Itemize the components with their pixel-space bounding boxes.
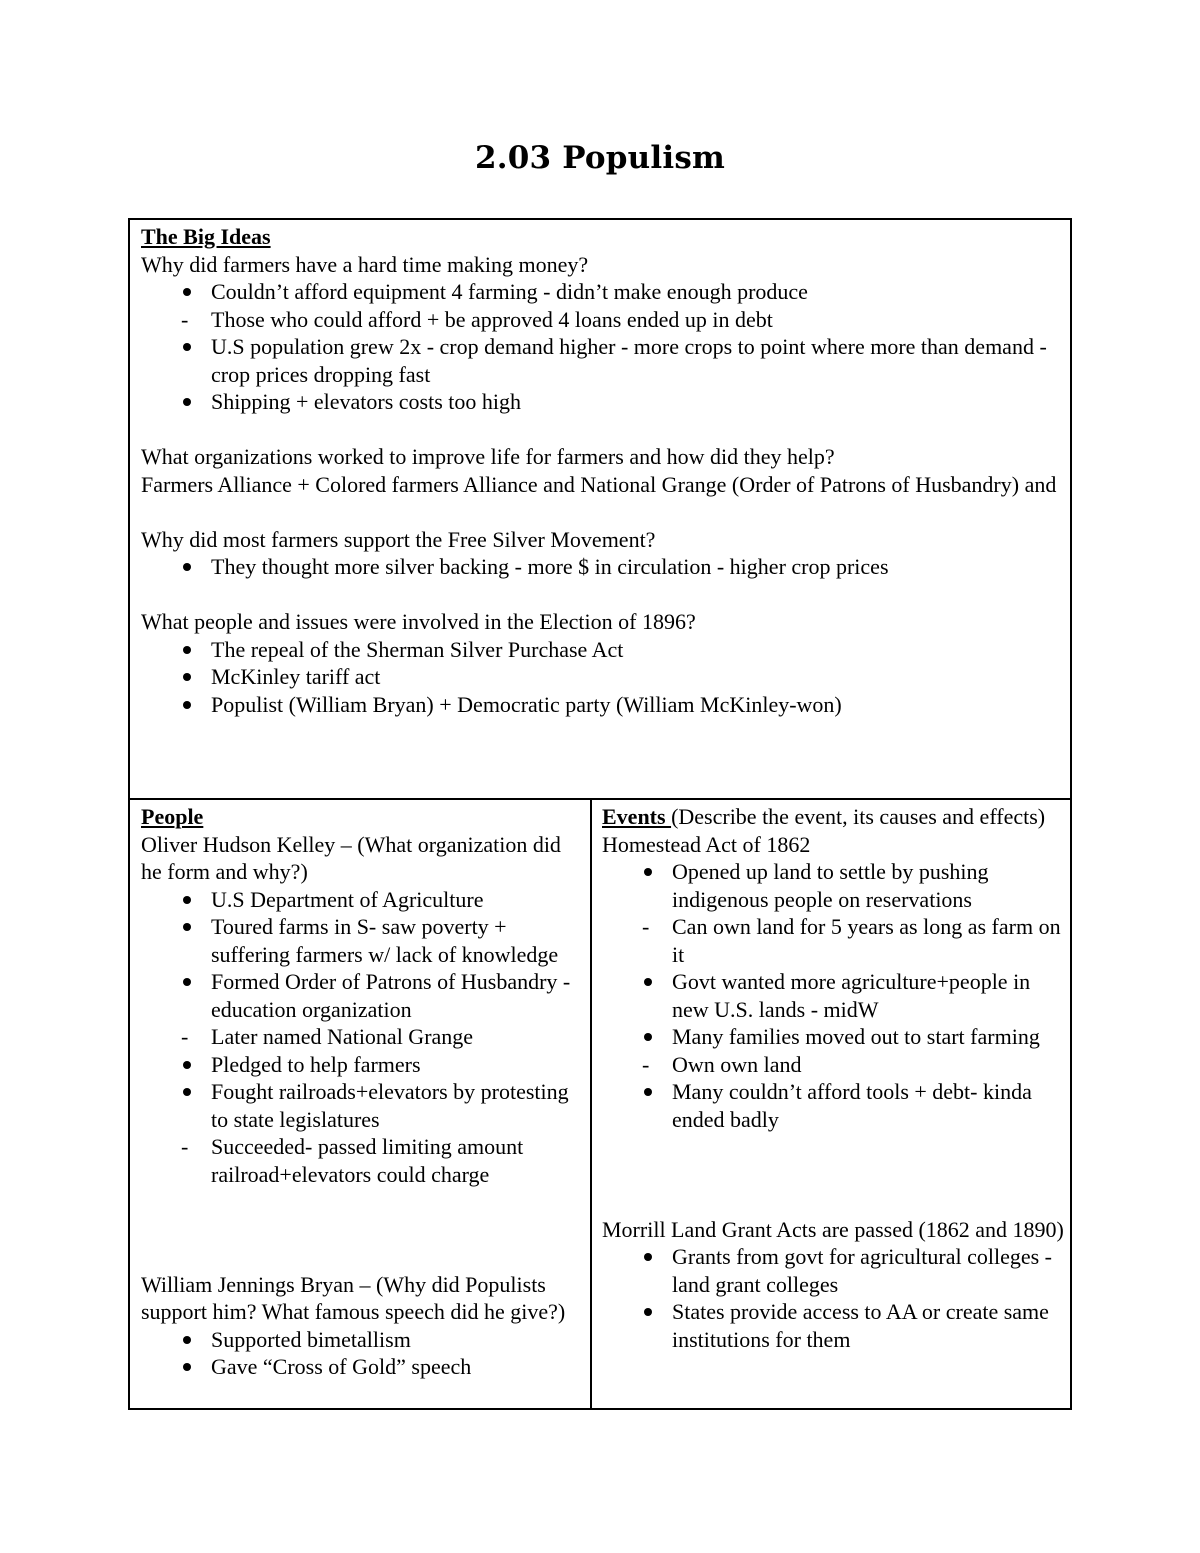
bullet-icon	[183, 1061, 191, 1069]
bullet-icon	[183, 343, 191, 351]
bullet-icon	[644, 868, 652, 876]
notes-table	[128, 218, 1072, 1410]
farmers-money-list	[141, 278, 1066, 416]
dash-icon: -	[642, 914, 650, 939]
election-1896-list	[141, 636, 1066, 719]
bullet-icon	[183, 1336, 191, 1344]
bullet-icon	[644, 1308, 652, 1316]
list-item: - Those who could afford + be approved 4 loans ended up in debt	[181, 306, 773, 332]
list-item: They thought more silver backing - more $ in circulation - higher crop prices	[141, 553, 1066, 581]
morrill-list	[602, 1243, 1064, 1353]
list-item: Pledged to help farmers	[141, 1051, 586, 1079]
events-heading: Events	[602, 804, 672, 829]
kelley-list	[141, 886, 586, 1189]
dash-icon: -	[181, 1024, 189, 1049]
bryan-list	[141, 1326, 586, 1381]
list-item: Grants from govt for agricultural colleges - land grant colleges	[602, 1243, 1064, 1298]
list-item: - Own own land	[642, 1051, 802, 1077]
events-cell	[602, 803, 1064, 1405]
bullet-icon	[183, 673, 191, 681]
bullet-icon	[183, 563, 191, 571]
bullet-icon	[183, 398, 191, 406]
events-heading-line	[602, 803, 1064, 831]
bullet-icon	[183, 1363, 191, 1371]
question-organizations: What organizations worked to improve life for farmers and how did they help?	[141, 444, 835, 469]
bullet-icon	[183, 1088, 191, 1096]
list-item: Govt wanted more agriculture+people in new U.S. lands - midW	[602, 968, 1064, 1023]
list-item: States provide access to AA or create same institutions for them	[602, 1298, 1064, 1353]
bullet-icon	[644, 1033, 652, 1041]
people-cell	[141, 803, 586, 1405]
list-item: Supported bimetallism	[141, 1326, 586, 1354]
big-ideas-cell	[141, 223, 1066, 793]
bullet-icon	[183, 701, 191, 709]
question-free-silver: Why did most farmers support the Free Silver Movement?	[141, 526, 656, 552]
person-kelley-prompt: Oliver Hudson Kelley – (What organization did he form and why?)	[141, 831, 561, 884]
bullet-icon	[183, 646, 191, 654]
free-silver-list	[141, 553, 1066, 581]
dash-icon: -	[642, 1051, 650, 1077]
list-item: Toured farms in S- saw poverty + suffering farmers w/ lack of knowledge	[141, 913, 586, 968]
list-item: McKinley tariff act	[141, 663, 1066, 691]
question-election-1896: What people and issues were involved in the Election of 1896?	[141, 609, 696, 634]
dash-icon: -	[181, 1134, 189, 1159]
bullet-icon	[644, 1253, 652, 1261]
list-item: Gave “Cross of Gold” speech	[141, 1353, 586, 1381]
list-item: Formed Order of Patrons of Husbandry - education organization	[141, 968, 586, 1023]
bullet-icon	[183, 896, 191, 904]
list-item: Shipping + elevators costs too high	[141, 388, 1066, 416]
list-item: U.S population grew 2x - crop demand higher - more crops to point where more than demand - crop prices dropping fast	[141, 333, 1066, 388]
list-item: Couldn’t afford equipment 4 farming - didn’t make enough produce	[141, 278, 1066, 306]
bullet-icon	[183, 923, 191, 931]
bullet-icon	[183, 978, 191, 986]
bullet-icon	[183, 288, 191, 296]
bullet-icon	[644, 978, 652, 986]
person-bryan-prompt: William Jennings Bryan – (Why did Populists support him? What famous speech did he give?)	[141, 1271, 566, 1324]
bullet-icon	[644, 1088, 652, 1096]
list-item: U.S Department of Agriculture	[141, 886, 586, 914]
list-item: Many families moved out to start farming	[602, 1023, 1064, 1051]
people-heading: People	[141, 804, 204, 829]
list-item: - Can own land for 5 years as long as farm on it	[642, 914, 1061, 967]
event-homestead-title: Homestead Act of 1862	[602, 831, 811, 857]
question-farmers-money: Why did farmers have a hard time making money?	[141, 251, 589, 277]
list-item: - Succeeded- passed limiting amount railroad+elevators could charge	[181, 1134, 524, 1187]
list-item: Populist (William Bryan) + Democratic party (William McKinley-won)	[141, 691, 1066, 719]
event-morrill-title: Morrill Land Grant Acts are passed (1862 and 1890)	[602, 1216, 1064, 1242]
page-title: 2.03 Populism	[474, 140, 726, 176]
dash-icon: -	[181, 306, 189, 332]
list-item: Opened up land to settle by pushing indigenous people on reservations	[602, 858, 1064, 913]
big-ideas-heading: The Big Ideas	[141, 224, 271, 249]
homestead-list	[602, 858, 1064, 1133]
events-heading-note: (Describe the event, its causes and effects)	[671, 804, 1046, 829]
list-item: The repeal of the Sherman Silver Purchase Act	[141, 636, 1066, 664]
answer-organizations: Farmers Alliance + Colored farmers Alliance and National Grange (Order of Patrons of Husbandry) and	[141, 471, 1057, 497]
list-item: - Later named National Grange	[181, 1024, 474, 1049]
list-item: Fought railroads+elevators by protesting to state legislatures	[141, 1078, 586, 1133]
list-item: Many couldn’t afford tools + debt- kinda ended badly	[602, 1078, 1064, 1133]
